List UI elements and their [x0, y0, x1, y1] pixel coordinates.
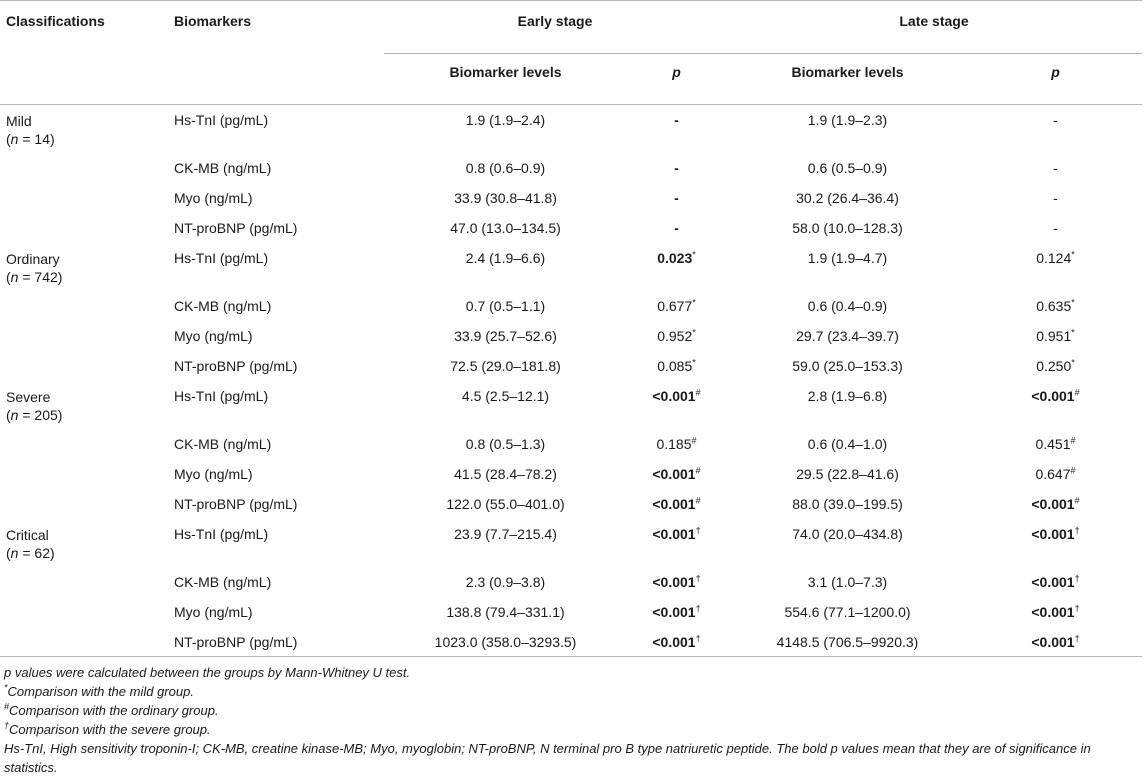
- table-body: [0, 105, 1142, 657]
- classification-name: Mild: [6, 113, 32, 129]
- late-level: 1.9 (1.9–4.7): [807, 249, 888, 266]
- late-p-value: 0.951*: [1036, 326, 1075, 344]
- classification-cell: Critical (n = 62): [6, 526, 55, 561]
- header-early-p: p: [627, 53, 726, 105]
- late-p-value: -: [1053, 219, 1058, 236]
- late-p-value: <0.001#: [1031, 494, 1080, 512]
- late-level: 29.5 (22.8–41.6): [796, 465, 899, 482]
- table-row: [0, 627, 1142, 657]
- biomarker-name: NT-proBNP (pg/mL): [168, 627, 384, 657]
- n-value: = 62): [18, 544, 55, 561]
- early-p-value: <0.001#: [652, 386, 701, 404]
- late-level: 88.0 (39.0–199.5): [792, 495, 903, 512]
- early-p-value: -: [674, 159, 679, 176]
- late-level: 30.2 (26.4–36.4): [796, 189, 899, 206]
- late-p-value: <0.001#: [1031, 386, 1080, 404]
- footnote-abbreviations: Hs-TnI, High sensitivity troponin-I; CK-MB, creatine kinase-MB; Myo, myoglobin; NT-proBNP, N terminal pro B type natriuretic peptide. The bold p values mean that they are of significance in statistics.: [4, 741, 1091, 775]
- header-biomarkers: Biomarkers: [168, 1, 384, 54]
- n-value: = 742): [18, 268, 63, 285]
- late-p-value: -: [1053, 112, 1058, 128]
- biomarker-name: NT-proBNP (pg/mL): [174, 495, 298, 512]
- table-row: [0, 519, 1142, 567]
- table-row: [0, 489, 1142, 519]
- footnote-method: p values were calculated between the groups by Mann-Whitney U test.: [4, 665, 411, 680]
- n-label: n: [10, 268, 19, 285]
- header-row-1: [0, 1, 1142, 54]
- late-p-value: 0.451#: [1035, 434, 1076, 452]
- table-row: [0, 243, 1142, 291]
- early-level: 72.5 (29.0–181.8): [450, 357, 561, 374]
- late-p-value: <0.001†: [1031, 524, 1080, 542]
- early-level: 47.0 (13.0–134.5): [450, 219, 561, 236]
- n-value: = 205): [18, 406, 63, 423]
- header-late-biomarker-levels: Biomarker levels: [726, 53, 969, 105]
- table-row: [0, 213, 1142, 243]
- early-level: 1023.0 (358.0–3293.5): [384, 627, 627, 657]
- late-p-value: -: [1053, 159, 1058, 176]
- biomarker-name: NT-proBNP (pg/mL): [174, 219, 298, 236]
- biomarker-name: CK-MB (ng/mL): [174, 435, 272, 452]
- biomarker-name: Hs-TnI (pg/mL): [174, 249, 269, 266]
- biomarker-name: Hs-TnI (pg/mL): [174, 387, 269, 404]
- late-p-value: -: [1053, 189, 1058, 206]
- biomarker-name: Myo (ng/mL): [174, 603, 253, 620]
- early-level: 1.9 (1.9–2.4): [465, 112, 546, 128]
- early-level: 2.4 (1.9–6.6): [465, 249, 546, 266]
- early-p-value: <0.001#: [652, 464, 701, 482]
- n-label: n: [10, 544, 19, 561]
- late-level: 74.0 (20.0–434.8): [792, 525, 903, 542]
- biomarker-name: CK-MB (ng/mL): [174, 159, 272, 176]
- classification-name: Critical: [6, 526, 49, 543]
- late-level: 4148.5 (706.5–9920.3): [726, 627, 969, 657]
- classification-cell: Severe (n = 205): [6, 388, 63, 423]
- header-late-p: p: [969, 53, 1142, 105]
- footnotes: [0, 663, 1145, 777]
- early-level: 0.8 (0.6–0.9): [465, 159, 546, 176]
- early-level: 23.9 (7.7–215.4): [454, 525, 557, 542]
- early-p-value: <0.001†: [652, 572, 701, 590]
- footnote-ordinary: #Comparison with the ordinary group.: [4, 701, 219, 718]
- early-level: 4.5 (2.5–12.1): [461, 387, 550, 404]
- early-p-value: 0.185#: [656, 434, 697, 452]
- late-p-value: 0.647#: [1035, 464, 1076, 482]
- n-value: = 14): [18, 131, 55, 147]
- late-level: 29.7 (23.4–39.7): [796, 327, 899, 344]
- early-level: 41.5 (28.4–78.2): [454, 465, 557, 482]
- early-p-value: -: [674, 219, 679, 236]
- early-p-value: 0.952*: [657, 326, 696, 344]
- biomarker-name: CK-MB (ng/mL): [174, 297, 272, 314]
- header-late-stage: Late stage: [726, 1, 1142, 54]
- n-label: n: [10, 131, 19, 147]
- late-p-value: <0.001†: [1031, 572, 1080, 590]
- footnote-severe: †Comparison with the severe group.: [4, 720, 211, 737]
- late-p-value: 0.635*: [1036, 296, 1075, 314]
- late-level: 2.8 (1.9–6.8): [807, 387, 888, 404]
- biomarker-name: NT-proBNP (pg/mL): [174, 357, 298, 374]
- table-row: [0, 105, 1142, 153]
- late-level: 0.6 (0.4–0.9): [807, 297, 888, 314]
- classification-name: Severe: [6, 388, 51, 405]
- early-p-value: 0.023*: [657, 248, 696, 266]
- early-p-value: -: [674, 189, 679, 206]
- early-level: 33.9 (30.8–41.8): [454, 189, 557, 206]
- early-p-value: <0.001†: [652, 524, 701, 542]
- table-row: [0, 597, 1142, 627]
- early-p-value: <0.001#: [652, 494, 701, 512]
- late-level: 554.6 (77.1–1200.0): [784, 603, 911, 620]
- header-early-stage: Early stage: [384, 1, 726, 54]
- early-level: 33.9 (25.7–52.6): [454, 327, 557, 344]
- table-row: [0, 321, 1142, 351]
- header-classifications: Classifications: [0, 1, 168, 54]
- table-row: [0, 459, 1142, 489]
- late-level: 1.9 (1.9–2.3): [807, 112, 888, 128]
- early-p-value: <0.001†: [652, 602, 701, 620]
- biomarker-name: Myo (ng/mL): [174, 327, 253, 344]
- late-p-value: <0.001†: [1031, 602, 1080, 620]
- late-level: 0.6 (0.5–0.9): [807, 159, 888, 176]
- footnote-mild: *Comparison with the mild group.: [4, 682, 194, 699]
- early-p-value: 0.085*: [657, 356, 696, 374]
- table-row: [0, 291, 1142, 321]
- early-level: 138.8 (79.4–331.1): [446, 603, 565, 620]
- late-level: 58.0 (10.0–128.3): [792, 219, 903, 236]
- early-p-value: 0.677*: [657, 296, 696, 314]
- biomarker-name: Myo (ng/mL): [174, 189, 253, 206]
- header-early-biomarker-levels: Biomarker levels: [384, 53, 627, 105]
- biomarker-name: Hs-TnI (pg/mL): [174, 112, 269, 128]
- early-level: 2.3 (0.9–3.8): [465, 573, 546, 590]
- early-level: 0.7 (0.5–1.1): [465, 297, 546, 314]
- classification-cell: Ordinary (n = 742): [6, 250, 63, 285]
- biomarker-name: Hs-TnI (pg/mL): [174, 525, 269, 542]
- table-row: [0, 183, 1142, 213]
- early-p-value: <0.001†: [627, 627, 726, 657]
- classification-cell: Mild (n = 14): [6, 113, 55, 147]
- table-row: [0, 153, 1142, 183]
- early-p-value: -: [674, 112, 679, 128]
- early-level: 122.0 (55.0–401.0): [446, 495, 565, 512]
- late-p-value: <0.001†: [969, 627, 1142, 657]
- late-level: 0.6 (0.4–1.0): [807, 435, 888, 452]
- early-level: 0.8 (0.5–1.3): [465, 435, 546, 452]
- late-level: 3.1 (1.0–7.3): [807, 573, 888, 590]
- table-row: [0, 351, 1142, 381]
- table-row: [0, 429, 1142, 459]
- biomarker-name: Myo (ng/mL): [174, 465, 253, 482]
- late-p-value: 0.124*: [1036, 248, 1075, 266]
- late-level: 59.0 (25.0–153.3): [792, 357, 903, 374]
- biomarker-name: CK-MB (ng/mL): [174, 573, 272, 590]
- n-label: n: [10, 406, 19, 423]
- table-row: [0, 567, 1142, 597]
- classification-name: Ordinary: [6, 250, 60, 267]
- late-p-value: 0.250*: [1036, 356, 1075, 374]
- table-row: [0, 381, 1142, 429]
- header-row-2: [0, 53, 1142, 105]
